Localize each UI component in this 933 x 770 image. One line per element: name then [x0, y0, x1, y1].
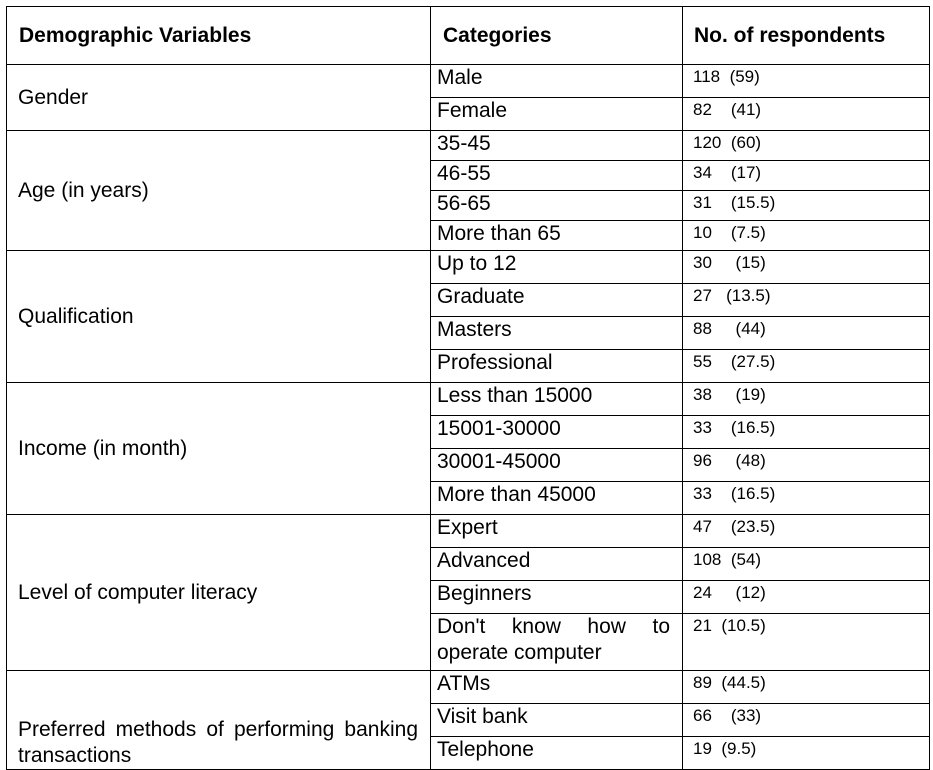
category-cell: Masters	[431, 317, 683, 350]
category-cell: Telephone	[431, 737, 683, 770]
variable-preferred-methods: Preferred methods of performing banking transactions	[7, 671, 431, 770]
count-value: 88	[693, 319, 712, 338]
category-cell: Advanced	[431, 548, 683, 581]
percent-value: (9.5)	[721, 739, 757, 758]
table-row	[7, 515, 930, 548]
percent-value: (33)	[730, 706, 762, 725]
category-cell: Visit bank	[431, 704, 683, 737]
percent-value: (13.5)	[726, 286, 771, 305]
count-value: 38	[693, 385, 712, 404]
count-value: 33	[693, 418, 712, 437]
header-demographic-variables: Demographic Variables	[7, 7, 431, 65]
table-row	[7, 131, 930, 161]
percent-value: (27.5)	[730, 352, 776, 371]
count-value: 19	[693, 739, 712, 758]
percent-value: (44)	[735, 319, 766, 338]
count-value: 118	[693, 67, 721, 86]
respondents-cell	[683, 449, 930, 482]
percent-value: (19)	[735, 385, 766, 404]
demographics-table	[6, 6, 930, 770]
respondents-cell	[683, 671, 930, 704]
percent-value: (60)	[730, 133, 762, 152]
category-cell: 35-45	[431, 131, 683, 161]
category-cell: Professional	[431, 350, 683, 383]
percent-value: (15.5)	[730, 193, 776, 212]
table-row	[7, 383, 930, 416]
count-value: 10	[693, 223, 712, 242]
count-value: 96	[693, 451, 712, 470]
variable-age: Age (in years)	[7, 131, 431, 251]
respondents-cell	[683, 614, 930, 671]
count-value: 55	[693, 352, 712, 371]
respondents-cell	[683, 704, 930, 737]
percent-value: (17)	[730, 163, 762, 182]
respondents-cell	[683, 161, 930, 191]
respondents-cell	[683, 65, 930, 98]
category-cell: ATMs	[431, 671, 683, 704]
category-cell: Female	[431, 98, 683, 131]
table-row	[7, 65, 930, 98]
variable-gender: Gender	[7, 65, 431, 131]
percent-value: (10.5)	[721, 616, 766, 635]
variable-computer-literacy: Level of computer literacy	[7, 515, 431, 671]
count-value: 47	[693, 517, 712, 536]
category-cell: Don't know how to operate computer	[431, 614, 683, 671]
respondents-cell	[683, 131, 930, 161]
respondents-cell	[683, 350, 930, 383]
percent-value: (12)	[735, 583, 766, 602]
count-value: 31	[693, 193, 712, 212]
count-value: 34	[693, 163, 712, 182]
percent-value: (44.5)	[721, 673, 766, 692]
count-value: 30	[693, 253, 712, 272]
count-value: 33	[693, 484, 712, 503]
variable-qualification: Qualification	[7, 251, 431, 383]
count-value: 108	[693, 550, 722, 569]
count-value: 120	[693, 133, 722, 152]
table-row	[7, 671, 930, 704]
category-cell: Up to 12	[431, 251, 683, 284]
category-cell: 15001-30000	[431, 416, 683, 449]
table-header-row	[7, 7, 930, 65]
count-value: 66	[693, 706, 712, 725]
respondents-cell	[683, 221, 930, 251]
count-value: 21	[693, 616, 712, 635]
percent-value: (16.5)	[730, 418, 776, 437]
respondents-cell	[683, 581, 930, 614]
count-value: 24	[693, 583, 712, 602]
percent-value: (23.5)	[730, 517, 776, 536]
percent-value: (41)	[730, 100, 762, 119]
header-categories: Categories	[431, 7, 683, 65]
category-cell: More than 45000	[431, 482, 683, 515]
percent-value: (16.5)	[730, 484, 776, 503]
respondents-cell	[683, 482, 930, 515]
percent-value: (48)	[735, 451, 766, 470]
percent-value: (59)	[729, 67, 760, 86]
category-cell: 46-55	[431, 161, 683, 191]
header-respondents: No. of respondents	[683, 7, 930, 65]
category-cell: More than 65	[431, 221, 683, 251]
respondents-cell	[683, 284, 930, 317]
variable-income: Income (in month)	[7, 383, 431, 515]
percent-value: (7.5)	[730, 223, 766, 242]
count-value: 89	[693, 673, 712, 692]
percent-value: (54)	[730, 550, 762, 569]
count-value: 82	[693, 100, 712, 119]
respondents-cell	[683, 317, 930, 350]
count-value: 27	[693, 286, 712, 305]
category-cell: Male	[431, 65, 683, 98]
respondents-cell	[683, 737, 930, 770]
category-cell: Less than 15000	[431, 383, 683, 416]
respondents-cell	[683, 98, 930, 131]
category-cell: 30001-45000	[431, 449, 683, 482]
respondents-cell	[683, 383, 930, 416]
percent-value: (15)	[735, 253, 766, 272]
respondents-cell	[683, 251, 930, 284]
respondents-cell	[683, 416, 930, 449]
respondents-cell	[683, 191, 930, 221]
respondents-cell	[683, 548, 930, 581]
category-cell: Graduate	[431, 284, 683, 317]
category-cell: 56-65	[431, 191, 683, 221]
category-cell: Beginners	[431, 581, 683, 614]
category-cell: Expert	[431, 515, 683, 548]
table-row	[7, 251, 930, 284]
respondents-cell	[683, 515, 930, 548]
